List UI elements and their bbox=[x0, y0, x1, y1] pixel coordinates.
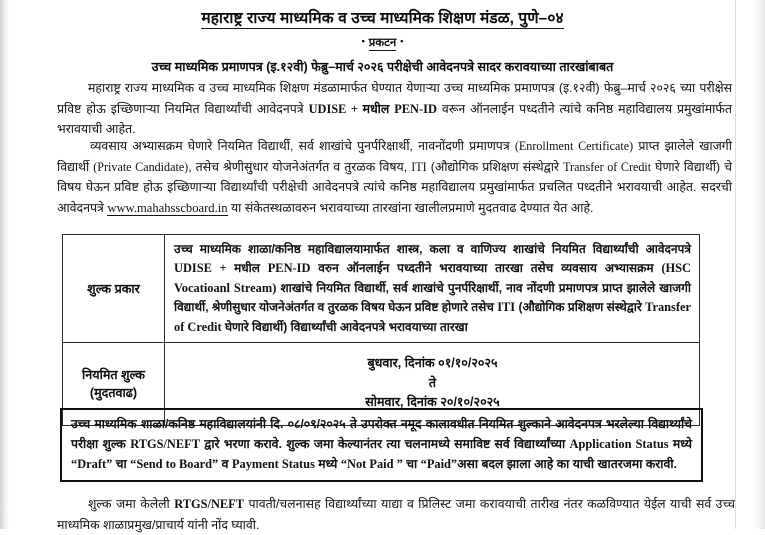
notice-segment-c: मध्ये bbox=[668, 437, 692, 452]
para2-segment-b: प्राप्त झालेले खाजगी विद्यार्थी bbox=[57, 139, 732, 174]
payment-notice-text bbox=[71, 414, 692, 475]
notice-application-status-label: Application Status bbox=[569, 437, 669, 452]
para1-segment-a: महाराष्ट्र राज्य माध्यमिक व उच्च माध्यमिक शिक्षण मंडळामार्फत घेण्यात येणाऱ्या उच्च माध्यमिक प्रमाणपत्र (इ.१२वी) फेब्रु–मार्च २०२६ च्या परीक्षेस प्रविष्ट होऊ इच्छिणाऱ्या नियमित विद्यार्थ्यांची आवेदनपत्रे bbox=[57, 81, 732, 116]
fee-desc-iti-label: ITI bbox=[497, 300, 516, 315]
notice-status-not-paid-value: “Not Paid ” bbox=[340, 457, 403, 472]
para2-enrollment-certificate-label: (Enrollment Certificate) bbox=[514, 139, 634, 153]
date-joiner: ते bbox=[428, 375, 437, 390]
fee-desc-penid-label: PEN-ID bbox=[267, 261, 311, 276]
intro-paragraph-1 bbox=[57, 78, 732, 140]
date-to: सोमवार, दिनांक २०/१०/२०२५ bbox=[365, 395, 500, 410]
notice-status-draft-value: “Draft” bbox=[71, 457, 113, 472]
table-row-fee-type bbox=[63, 235, 700, 343]
regular-fee-label-line2: (मुदतवाढ) bbox=[89, 385, 138, 400]
fee-desc-segment-b: वरुन ऑनलाईन पध्दतीने भरावयाच्या तारखा तसेच व्यवसाय अभ्यासक्रम bbox=[310, 261, 662, 276]
fee-type-description bbox=[174, 240, 691, 337]
board-title-text: महाराष्ट्र राज्य माध्यमिक व उच्च माध्यमिक शिक्षण मंडळ, पुणे–०४ bbox=[201, 10, 564, 27]
notice-segment-e: व bbox=[218, 457, 232, 472]
notice-payment-status-label: Payment Status bbox=[231, 457, 315, 472]
fee-desc-hsc-vocational-label: (HSC Vocatioanl Stream) bbox=[174, 261, 691, 295]
notice-segment-g: चा bbox=[402, 457, 421, 472]
date-from: बुधवार, दिनांक ०१/१०/२०२५ bbox=[367, 356, 498, 371]
notice-segment-b: द्वारे भरणा करावे. शुल्क जमा केल्यानंतर त्या चलनामध्ये समाविष्ट सर्व विद्यार्थ्यांच्या bbox=[199, 437, 570, 452]
notice-segment-a: उच्च माध्यमिक शाळा/कनिष्ठ महाविद्यालयांनी दि. ०८/०९/२०२५ ते उपरोक्त नमूद कालावधीत नियमित शुल्काने आवेदनपत्र भरलेल्या विद्यार्थ्यांचे परीक्षा शुल्क bbox=[71, 417, 692, 452]
para2-segment-a: व्यवसाय अभ्यासक्रम घेणारे नियमित विद्यार्थी, सर्व शाखांचे पुनर्परिक्षार्थी, नावनोंदणी प्रमाणपत्र bbox=[90, 139, 515, 153]
notice-status-paid-value: “Paid” bbox=[420, 457, 458, 472]
notice-segment-h: असा बदल झाला आहे का याची खातरजमा करावी. bbox=[457, 457, 677, 472]
para1-madhil-label: मधील bbox=[362, 101, 395, 116]
para1-segment-b: वरून ऑनलाईन पध्दतीने त्यांचे कनिष्ठ महाविद्यालय प्रमुखांमार्फत भरावयाची आहेत. bbox=[57, 101, 732, 136]
closing-segment-b: पावती/चलनासह विद्यार्थ्यांच्या याद्या व प्रिलिस्ट जमा करावयाची तारीख नंतर कळविण्यात येईल याची सर्व उच्च माध्यमिक शाळाप्रमुख/प्राचार्य यांनी नोंद घ्यावी. bbox=[57, 497, 735, 532]
para2-segment-c: , तसेच श्रेणीसुधार योजनेअंतर्गत व तुरळक विषय, bbox=[188, 159, 412, 174]
fee-type-label-cell: शुल्क प्रकार bbox=[63, 235, 165, 343]
para2-segment-f: या संकेतस्थळावरुन भरावयाच्या तारखांना खालीलप्रमाणे मुदतवाढ देण्यात येत आहे. bbox=[227, 200, 594, 215]
fee-type-description-cell bbox=[165, 235, 700, 343]
fee-desc-segment-a: उच्च माध्यमिक शाळा/कनिष्ठ महाविद्यालयामार्फत शास्त्र, कला व वाणिज्य शाखांचे नियमित विद्यार्थ्यांची आवेदनपत्रे bbox=[174, 242, 691, 256]
fee-desc-segment-e: घेणारे विद्यार्थी) विद्यार्थ्यांची आवेदनपत्रे भरावयाच्या तारखा bbox=[221, 319, 468, 334]
para2-transfer-of-credit-label: Transfer of Credit bbox=[563, 159, 652, 174]
intro-paragraph-2 bbox=[57, 136, 732, 218]
fee-desc-madhil-label: मधील bbox=[234, 261, 268, 276]
bullet-left-icon: • bbox=[361, 36, 365, 47]
para2-private-candidate-label: (Private Candidate) bbox=[93, 159, 189, 174]
para2-iti-label: ITI bbox=[411, 159, 427, 174]
page-subtitle: उच्च माध्यमिक प्रमाणपत्र (इ.१२वी) फेब्रु–मार्च २०२६ परीक्षेची आवेदनपत्रे सादर करावयाच्या तारखांबाबत bbox=[151, 60, 614, 75]
para2-segment-e: घेणारे विद्यार्थी) चे विषय घेऊन प्रविष्ट होऊ इच्छिणाऱ्या विद्यार्थ्यांची परीक्षेची आवेदनपत्रे त्यांचे कनिष्ठ महाविद्यालय प्रमुखांमार्फत प्रचलित पध्दतीने भरावयाची आहेत. सदरची आवेदनपत्रे bbox=[57, 159, 732, 215]
payment-notice-box bbox=[60, 408, 703, 482]
closing-segment-a: शुल्क जमा केलेली bbox=[88, 497, 175, 511]
notice-kind-label: प्रकटन bbox=[368, 37, 397, 50]
fee-desc-transfer-of-credit-label: Transfer of Credit bbox=[174, 300, 691, 334]
notice-status-send-to-board-value: “Send to Board” bbox=[130, 457, 219, 472]
notice-rtgs-neft-label: RTGS/NEFT bbox=[130, 437, 200, 452]
fee-desc-segment-c: शाखांचे नियमित विद्यार्थी, सर्व शाखांचे पुनर्परिक्षार्थी, नाव नोंदणी प्रमाणपत्र प्राप्त झालेले खाजगी विद्यार्थी, श्रेणीसुधार योजनेअंतर्गत व तुरळक विषय घेऊन प्रविष्ट होणारे तसेच bbox=[174, 280, 691, 315]
board-website-link[interactable]: www.mahahsscboard.in bbox=[107, 200, 228, 215]
notice-kind-line bbox=[0, 28, 765, 51]
bullet-right-icon: • bbox=[400, 36, 404, 47]
para2-segment-d: (औद्योगिक प्रशिक्षण संस्थेद्वारे bbox=[426, 159, 564, 174]
closing-rtgs-neft-label: RTGS/NEFT bbox=[174, 497, 244, 511]
regular-fee-label-line1: नियमित शुल्क bbox=[82, 367, 145, 382]
intro-paragraph-2-container bbox=[57, 136, 732, 218]
fee-schedule-table bbox=[62, 234, 700, 426]
fee-desc-udise-label: UDISE + bbox=[174, 261, 235, 276]
fee-desc-segment-d: (औद्योगिक प्रशिक्षण संस्थेद्वारे bbox=[515, 300, 646, 315]
notice-segment-d: चा bbox=[112, 457, 131, 472]
para1-udise-label: UDISE + bbox=[308, 101, 363, 116]
intro-paragraph-1-container bbox=[57, 78, 732, 140]
para1-penid-label: PEN-ID bbox=[394, 101, 437, 116]
board-title bbox=[0, 0, 765, 28]
notice-segment-f: मध्ये bbox=[314, 457, 341, 472]
